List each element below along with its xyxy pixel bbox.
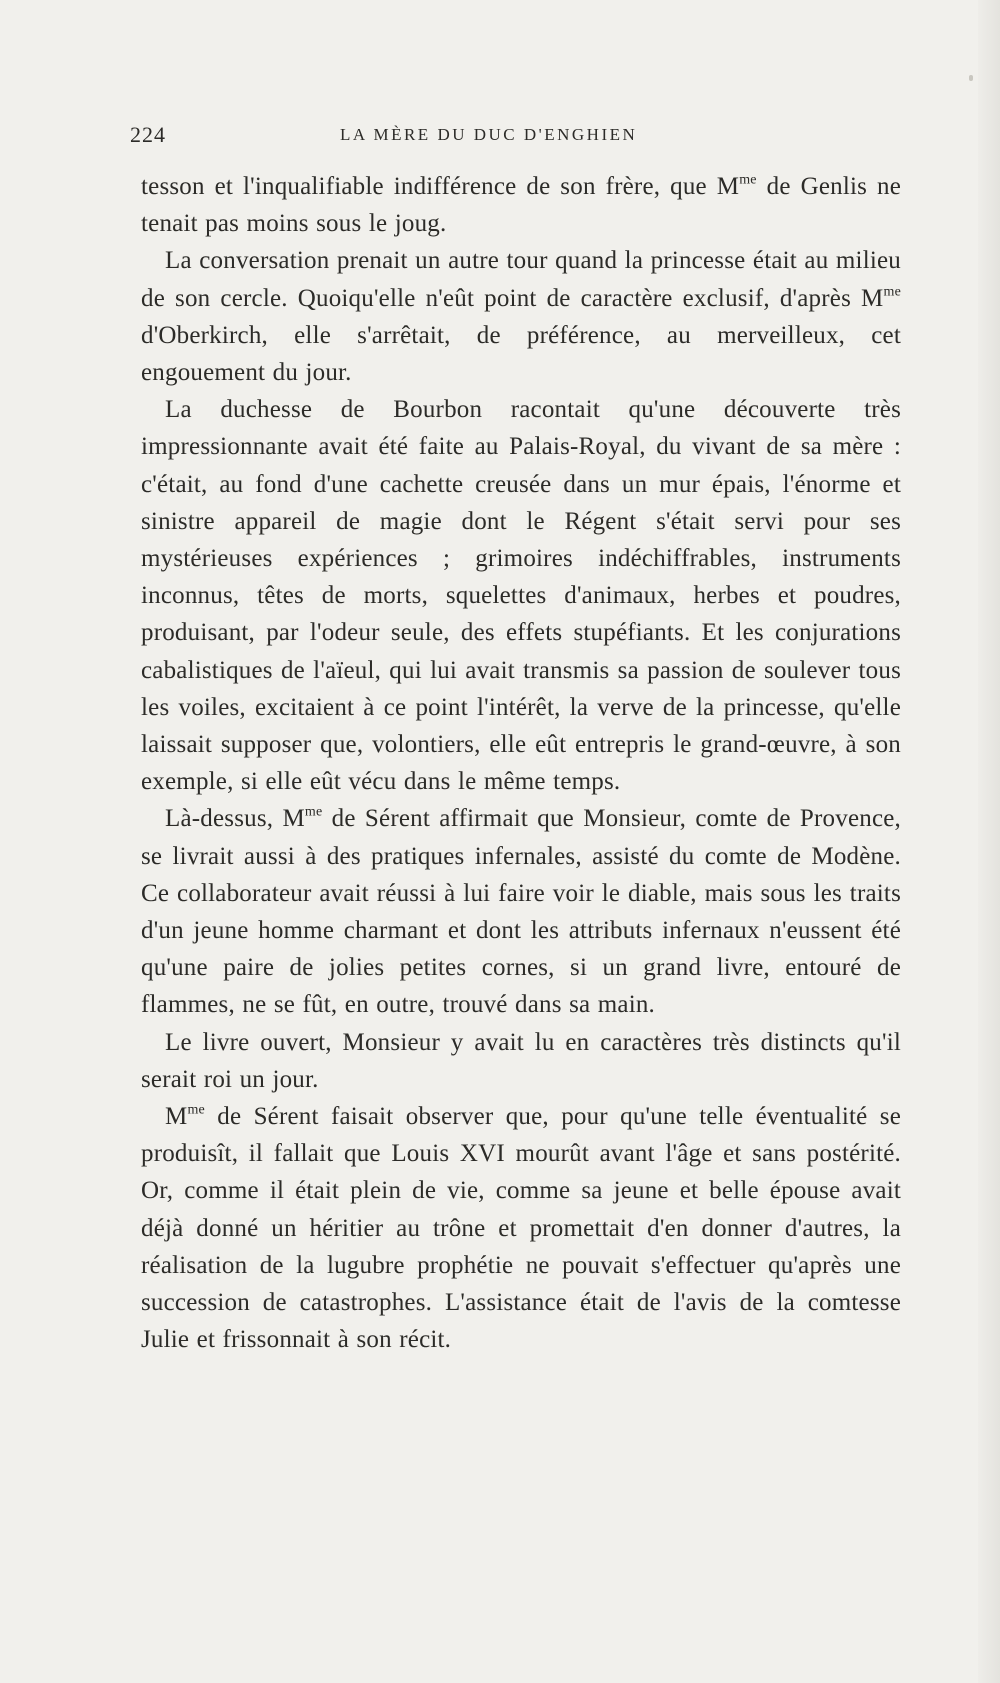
text-segment: La conversation prenait un autre tour quand la princesse était au milieu de son cercle. Quoiqu'elle n'eût point de caractère exclusif, d'après M <box>141 247 901 312</box>
paragraph-4 <box>141 800 901 1023</box>
running-head <box>130 122 902 152</box>
paragraph-3 <box>141 391 901 800</box>
superscript: me <box>739 172 757 188</box>
paragraph-5 <box>141 1024 901 1098</box>
superscript: me <box>187 1102 205 1118</box>
paragraph-6 <box>141 1098 901 1358</box>
text-segment: de Genlis ne tenait pas moins sous le joug. <box>141 173 901 238</box>
text-segment: M <box>165 1103 188 1131</box>
paragraph-2 <box>141 242 901 391</box>
text-segment: Là-dessus, M <box>165 805 305 833</box>
text-segment: Le livre ouvert, Monsieur y avait lu en caractères très distincts qu'il serait roi un jour. <box>141 1028 901 1093</box>
text-segment: La duchesse de Bourbon racontait qu'une découverte très impressionnante avait été faite au Palais-Royal, du vivant de sa mère : c'était, au fond d'une cachette creusée dans un mur épais, l'énorme et sinistre appareil de magie dont le Régent s'était servi pour ses mystérieuses expériences ; grimoires indéchiffrables, instruments inconnus, têtes de morts, squelettes d'animaux, herbes et poudres, produisant, par l'odeur seule, des effets stupéfiants. Et les conjurations cabalistiques de l'aïeul, qui lui avait transmis sa passion de soulever tous les voiles, excitaient à ce point l'intérêt, la verve de la princesse, qu'elle laissait supposer que, volontiers, elle eût entrepris le grand-œuvre, à son exemple, si elle eût vécu dans le même temps. <box>141 396 901 796</box>
text-segment: de Sérent affirmait que Monsieur, comte de Provence, se livrait aussi à des pratiques infernales, assisté du comte de Modène. Ce collaborateur avait réussi à lui faire voir le diable, mais sous les traits d'un jeune homme charmant et dont les attributs infernaux n'eussent été qu'une paire de jolies petites cornes, si un grand livre, entouré de flammes, ne se fût, en outre, trouvé dans sa main. <box>141 805 901 1019</box>
running-title: LA MÈRE DU DUC D'ENGHIEN <box>340 125 638 144</box>
superscript: me <box>883 284 901 300</box>
page-number: 224 <box>130 122 166 147</box>
text-segment: d'Oberkirch, elle s'arrêtait, de préférence, au merveilleux, cet engouement du jour. <box>141 321 901 387</box>
superscript: me <box>304 804 323 820</box>
text-segment: de Sérent faisait observer que, pour qu'une telle éventualité se produisît, il fallait que Louis XVI mourût avant l'âge et sans postérité. Or, comme il était plein de vie, comme sa jeune et belle épouse avait déjà donné un héritier au trône et promettait d'en donner d'autres, la réalisation de la lugubre prophétie ne pouvait s'effectuer qu'après une succession de catastrophes. L'assistance était de l'avis de la comtesse Julie et frissonnait à son récit. <box>141 1103 901 1354</box>
text-segment: tesson et l'inqualifiable indifférence de son frère, que M <box>141 173 740 200</box>
paragraph-1 <box>141 168 901 242</box>
paper-speck <box>969 75 973 81</box>
page-edge-shadow <box>978 0 1000 1683</box>
body-text <box>141 168 901 1359</box>
